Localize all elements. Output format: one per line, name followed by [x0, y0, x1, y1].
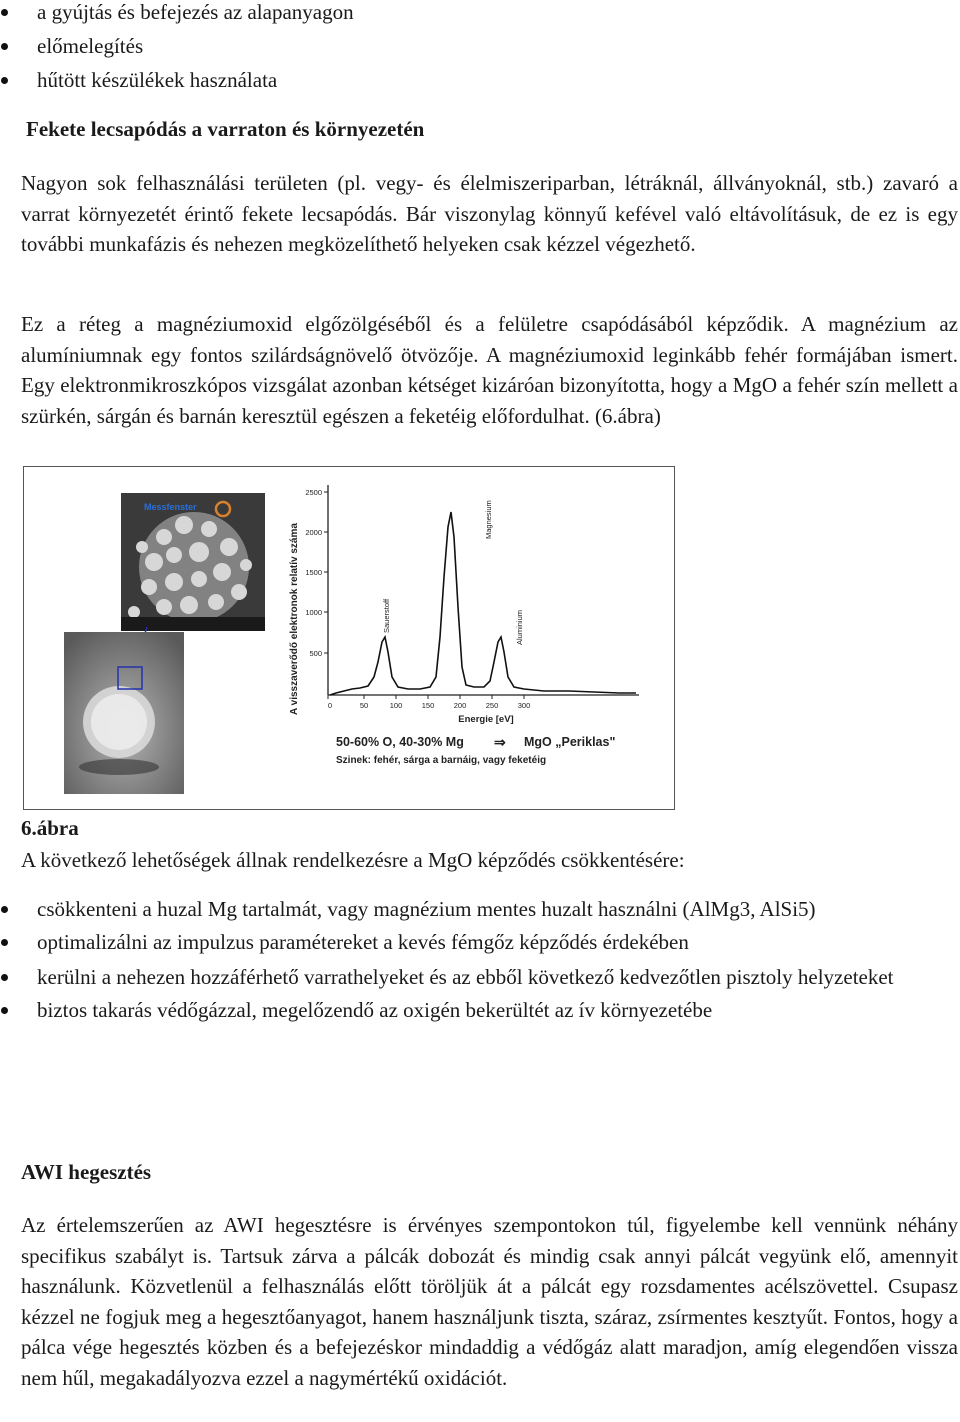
x-tick: 300	[517, 701, 531, 710]
x-tick: 250	[485, 701, 499, 710]
y-tick: 2500	[305, 488, 322, 497]
list-item: optimalizálni az impulzus paramétereket a kevés fémgőz képződés érdekében	[0, 927, 958, 957]
paragraph: A következő lehetőségek állnak rendelkezésre a MgO képződés csökkentésére:	[21, 848, 685, 872]
section-heading: AWI hegesztés	[21, 1160, 152, 1184]
list-item: biztos takarás védőgázzal, megelőzendő az oxigén bekerültét az ív környezetébe	[0, 995, 958, 1025]
peak-label: Magnesium	[484, 500, 493, 539]
x-tick: 0	[327, 701, 333, 710]
mid-bullet-list	[0, 894, 958, 1025]
colors-text: Szinek: fehér, sárga a barnáig, vagy feketéig	[336, 755, 547, 766]
y-tick: 1000	[305, 608, 322, 617]
x-axis-label: Energie [eV]	[458, 714, 514, 725]
x-tick: 200	[453, 701, 467, 710]
section-heading: Fekete lecsapódás a varraton és környezetén	[26, 117, 425, 141]
figure-illustration	[24, 467, 674, 809]
paragraph: Az értelemszerűen az AWI hegesztésre is érvényes szempontokon túl, figyelembe kell vennünk néhány specifikus szabályt is. Tartsuk zárva a pálcák dobozát és mindig csak annyi pálcát vegyünk elő, amennyit használunk. Közvetlenül a felhasználás előtt töröljük át a pálcát egy rozsdamentes acélszövettel. Csupasz kézzel ne fogjuk meg a hegesztőanyagot, hanem használjunk tiszta, száraz, zsírmentes kesztyűt. Fontos, hogy a pálca vége hegesztés közben és a befejezéskor mindaddig a védőgáz alatt maradjon, amíg elegendően vissza nem hűl, megakadályozva ezzel a nagymértékű oxidációt.	[21, 1213, 958, 1390]
figure-caption: 6.ábra	[21, 816, 79, 840]
list-item: előmelegítés	[0, 31, 354, 61]
y-axis-label: A visszaverődő elektronok relatív száma	[289, 523, 300, 715]
spectrum-line	[330, 512, 636, 695]
list-item: kerülni a nehezen hozzáférhető varrathelyeket és az ebből következő kedvezőtlen pisztoly helyzeteket	[0, 962, 958, 992]
x-tick: 50	[359, 701, 369, 710]
list-item: hűtött készülékek használata	[0, 65, 354, 95]
y-tick: 500	[309, 649, 322, 658]
y-tick: 2000	[305, 528, 322, 537]
peak-label: Aluminium	[515, 609, 524, 645]
micro-label: Messfenster	[144, 502, 197, 512]
figure-6	[23, 466, 675, 810]
paragraph: Ez a réteg a magnéziumoxid elgőzölgéséből és a felületre csapódásából képződik. A magnézium az alumíniumnak egy fontos szilárdságnövelő ötvözője. A magnéziumoxid leginkább fehér formájában ismert. Egy elektronmikroszkópos vizsgálat azonban kétséget kizáróan bizonyította, hogy a MgO a fehér szín mellett a szürkén, sárgán és barnán keresztül egészen a feketéig előfordulhat. (6.ábra)	[21, 312, 958, 428]
y-tick: 1500	[305, 568, 322, 577]
x-tick: 150	[421, 701, 435, 710]
top-bullet-list	[0, 0, 354, 95]
list-item: csökkenteni a huzal Mg tartalmát, vagy magnézium mentes huzalt használni (AlMg3, AlSi5)	[0, 894, 958, 924]
list-item: a gyújtás és befejezés az alapanyagon	[0, 0, 354, 27]
paragraph: Nagyon sok felhasználási területen (pl. vegy- és élelmiszeriparban, létráknál, állványoknál, stb.) zavaró a varrat környezetét érintő fekete lecsapódás. Bár viszonylag könnyű kefével való eltávolításuk, de ez is egy további munkafázis és nehezen megközelíthető helyeken csak kézzel végezhető.	[21, 171, 958, 256]
arrow-icon: ⇒	[494, 734, 506, 750]
peak-label: Sauerstoff	[382, 598, 391, 633]
result-text: MgO „Periklas"	[524, 735, 616, 749]
x-tick: 100	[389, 701, 403, 710]
composition-text: 50-60% O, 40-30% Mg	[336, 735, 464, 749]
